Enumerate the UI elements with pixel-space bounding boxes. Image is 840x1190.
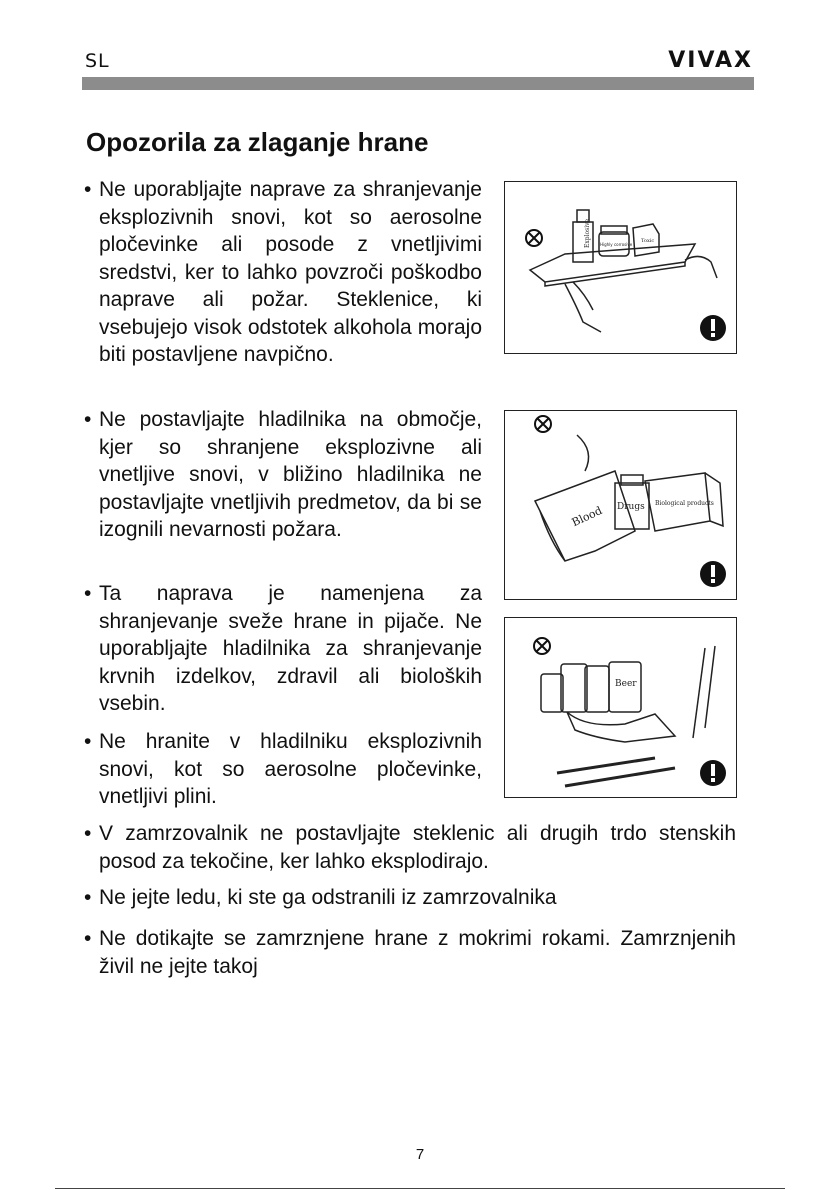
explosive-label: Explosive: [584, 218, 591, 248]
list-item: [84, 820, 736, 875]
language-code: SL: [85, 50, 110, 72]
warning-icon: [700, 315, 726, 341]
corrosive-label: Highly corrosive: [600, 242, 633, 247]
figure-beer-cans: [504, 617, 737, 798]
list-item: [84, 728, 482, 811]
blood-label: Blood: [569, 504, 605, 530]
list-item: [84, 580, 482, 718]
bullet-text: Ne jejte ledu, ki ste ga odstranili iz zamrzovalnika: [99, 886, 557, 909]
bullet-text: Ne postavljajte hladilnika na območje, kjer so shranjene eksplozivne ali vnetljive snovi, v bližino hladilnika ne postavljajte vnetljivih predmetov, da bi se izognili nevarnosti požara.: [99, 408, 482, 541]
cans-illustration: [541, 646, 715, 786]
bullet-icon: •: [84, 927, 92, 950]
bullet-icon: •: [84, 886, 92, 909]
bullet-text: V zamrzovalnik ne postavljajte steklenic ali drugih trdo stenskih posod za tekočine, ker lahko eksplodirajo.: [99, 822, 736, 873]
bullet-icon: •: [84, 178, 92, 201]
prohibited-icon: [526, 230, 542, 246]
page-number: 7: [415, 1146, 425, 1163]
bullet-icon: •: [84, 408, 92, 431]
prohibited-icon: [535, 416, 551, 432]
bullet-text: Ne uporabljajte naprave za shranjevanje eksplozivnih snovi, kot so aerosolne pločevinke ali posode z vnetljivimi sredstvi, ker to lahko povzroči poškodbo naprave ali požar. Steklenice, ki vsebujejo visok odstotek alkohola morajo biti postavljene navpično.: [99, 178, 482, 366]
products-illustration: [535, 435, 723, 561]
bullet-text: Ta naprava je namenjena za shranjevanje sveže hrane in pijače. Ne uporabljajte hladilnika za shranjevanje krvnih izdelkov, zdravil ali bioloških vsebin.: [99, 582, 482, 715]
bullet-icon: •: [84, 822, 92, 845]
figure-shelf-explosives: [504, 181, 737, 354]
brand-logo: VIVAX: [668, 48, 753, 73]
section-title: Opozorila za zlaganje hrane: [86, 127, 429, 157]
bullet-text: Ne hranite v hladilniku eksplozivnih snovi, kot so aerosolne pločevinke, vnetljivi plini.: [99, 730, 482, 808]
list-item: [84, 176, 482, 369]
bullet-icon: •: [84, 730, 92, 753]
biological-label: Biological products: [655, 500, 714, 507]
prohibited-icon: [534, 638, 550, 654]
figure-biological-products: [504, 410, 737, 600]
list-item: [84, 406, 482, 544]
bullet-text: Ne dotikajte se zamrznjene hrane z mokrimi rokami. Zamrznjenih živil ne jejte takoj: [99, 927, 736, 978]
footer-divider: [55, 1188, 785, 1189]
bullet-icon: •: [84, 582, 92, 605]
list-item: [84, 925, 736, 980]
header-bar: [82, 77, 754, 90]
warning-icon: [700, 561, 726, 587]
list-item: [84, 884, 736, 912]
shelf-illustration: [530, 210, 717, 332]
beer-label: Beer: [615, 679, 637, 689]
drugs-label: Drugs: [617, 502, 645, 512]
toxic-label: Toxic: [641, 238, 655, 244]
warning-icon: [700, 760, 726, 786]
